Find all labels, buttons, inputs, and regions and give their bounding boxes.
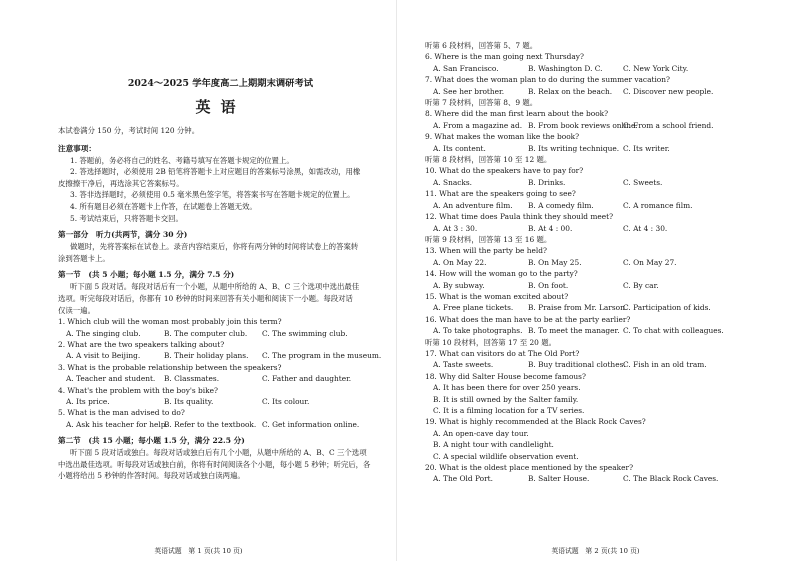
option-b: B. Drinks. (528, 177, 566, 187)
option-b: B. Its quality. (164, 396, 214, 406)
section2-intro-line: 听下面 5 段对话或独白。每段对话或独白后有几个小题，从题中所给的 A、B、C 三个选项 (70, 448, 367, 458)
question-stem: 12. What time does Paula think they should meet? (425, 212, 614, 222)
option-c: C. The program in the museum. (262, 351, 382, 361)
option-c: C. Fish in an old tram. (623, 360, 707, 370)
option-a: A. On May 22. (433, 257, 487, 267)
question-stem: 14. How will the woman go to the party? (425, 269, 578, 279)
option-c: C. New York City. (623, 63, 689, 73)
question-stem: 1. Which club will the woman most probably join this term? (58, 317, 282, 327)
right-question-list (425, 51, 784, 484)
option-c: C. A romance film. (623, 200, 693, 210)
option-c: C. Participation of kids. (623, 303, 711, 313)
option-c: C. Its colour. (262, 396, 310, 406)
section1-intro-line: 仅读一遍。 (58, 305, 95, 315)
listening-instruction: 听第 8 段材料，回答第 10 至 12 题。 (425, 155, 552, 165)
option-a: A. Its content. (433, 143, 486, 153)
option-c: C. Sweets. (623, 177, 663, 187)
notice-line: 2. 答选择题时，必须使用 2B 铅笔将答题卡上对应题目的答案标号涂黑，如需改动，用橡 (70, 167, 361, 177)
section1-intro-line: 听下面 5 段对话。每段对话后有一个小题，从题中所给的 A、B、C 三个选项中选出最佳 (70, 282, 360, 292)
subject-title: 英语 (195, 98, 246, 116)
option-c: C. At 4 : 30. (623, 223, 668, 233)
option-row (425, 325, 784, 336)
notice-line: 4. 所有题目必须在答题卡上作答，在试题卷上答题无效。 (70, 201, 257, 211)
option-a: A. San Francisco. (433, 63, 499, 73)
page-footer: 英语试题 第 1 页(共 10 页) (154, 547, 243, 555)
listening-instruction: 听第 7 段材料，回答第 8、9 题。 (425, 98, 538, 108)
listening-instruction: 听第 6 段材料，回答第 5、7 题。 (425, 41, 538, 50)
question-stem: 5. What is the man advised to do? (58, 408, 185, 418)
option-row (58, 373, 383, 384)
option-row (58, 396, 383, 407)
option-a: A. The Old Port. (433, 474, 493, 484)
option-row (425, 86, 784, 97)
option-a: A. Its price. (66, 396, 110, 406)
notice-line: 皮擦擦干净后，再选涂其它答案标号。 (58, 178, 184, 188)
option-row (425, 473, 784, 484)
option-line: C. A special wildlife observation event. (433, 451, 579, 461)
question-stem: 19. What is highly recommended at the Black Rock Caves? (425, 417, 646, 427)
option-a: A. The singing club. (66, 328, 141, 338)
option-row (425, 63, 784, 74)
option-b: B. A comedy film. (528, 200, 594, 210)
question-stem: 3. What is the probable relationship between the speakers? (58, 362, 282, 372)
option-b: B. To meet the manager. (528, 326, 620, 336)
option-c: C. Discover new people. (623, 86, 714, 96)
question-stem: 13. When will the party be held? (425, 246, 547, 256)
option-a: A. To take photographs. (433, 326, 523, 336)
option-a: A. Free plane tickets. (433, 303, 514, 313)
option-b: B. Salter House. (528, 474, 590, 484)
question-stem: 2. What are the two speakers talking about? (58, 339, 225, 349)
option-line: A. It has been there for over 250 years. (433, 383, 581, 393)
question-stem: 18. Why did Salter House become famous? (425, 371, 586, 381)
option-c: C. By car. (623, 280, 659, 290)
listening-instruction: 听第 9 段材料，回答第 13 至 16 题。 (425, 234, 552, 244)
option-row (58, 328, 383, 339)
section1-title: 第一节 (共 5 小题；每小题 1.5 分，满分 7.5 分) (58, 270, 235, 280)
option-b: B. Relax on the beach. (528, 86, 613, 96)
option-b: B. Classmates. (164, 374, 220, 384)
option-row (425, 302, 784, 313)
option-c: C. To chat with colleagues. (623, 326, 724, 336)
option-row (425, 280, 784, 291)
option-a: A. Snacks. (433, 177, 473, 187)
option-b: B. Its writing technique. (528, 143, 620, 153)
option-c: C. The swimming club. (262, 328, 348, 338)
question-stem: 4. What's the problem with the boy's bike? (58, 385, 218, 395)
option-c: C. Get information online. (262, 419, 360, 429)
option-row (425, 359, 784, 370)
option-a: A. From a magazine ad. (433, 120, 523, 130)
section2-intro-line: 中选出最佳选项。听每段对话或独白前，你将有时间阅读各个小题，每小题 5 秒钟；听完后，各 (58, 459, 371, 469)
option-row (425, 223, 784, 234)
option-b: B. The computer club. (164, 328, 248, 338)
part1-title: 第一部分 听力(共两节，满分 30 分) (58, 230, 188, 240)
question-stem: 11. What are the speakers going to see? (425, 189, 576, 199)
notice-title: 注意事项： (58, 143, 96, 153)
option-row (58, 419, 383, 430)
option-line: C. It is a filming location for a TV series. (433, 406, 585, 415)
option-a: A. See her brother. (433, 86, 505, 96)
option-a: A. Ask his teacher for help. (66, 419, 168, 429)
question-stem: 8. Where did the man first learn about the book? (425, 109, 609, 119)
option-b: B. Praise from Mr. Larson. (528, 303, 628, 313)
section2-title: 第二节 (共 15 小题；每小题 1.5 分，满分 22.5 分) (58, 436, 245, 446)
option-a: A. Taste sweets. (433, 360, 494, 370)
option-a: A. At 3 : 30. (433, 223, 478, 233)
part1-intro-line: 做题时，先将答案标在试卷上。录音内容结束后，你将有两分钟的时间将试卷上的答案转 (70, 242, 359, 252)
option-c: C. From a school friend. (623, 120, 714, 130)
part1-intro-line: 涂到答题卡上。 (58, 253, 110, 263)
option-c: C. Its writer. (623, 143, 670, 153)
option-b: B. Buy traditional clothes. (528, 360, 626, 370)
option-c: C. On May 27. (623, 257, 677, 267)
option-b: B. Refer to the textbook. (164, 419, 257, 429)
option-b: B. On May 25. (528, 257, 582, 267)
option-b: B. Their holiday plans. (164, 351, 249, 361)
right-page (397, 0, 794, 561)
question-stem: 16. What does the man have to be at the party earlier? (425, 314, 631, 324)
option-a: A. An adventure film. (433, 200, 513, 210)
notice-line: 5. 考试结束后，只将答题卡交回。 (70, 213, 183, 223)
section1-intro-line: 选项。听完每段对话后，你都有 10 秒钟的时间来回答有关小题和阅读下一小题。每段对话 (58, 293, 353, 303)
option-c: C. Father and daughter. (262, 374, 352, 384)
question-stem: 6. Where is the man going next Thursday? (425, 52, 584, 62)
option-row (425, 120, 784, 131)
option-b: B. From book reviews online. (528, 120, 638, 130)
option-c: C. The Black Rock Caves. (623, 474, 719, 484)
option-line: A. An open-cave day tour. (433, 428, 529, 438)
option-a: A. A visit to Beijing. (66, 351, 141, 361)
option-a: A. Teacher and student. (66, 374, 156, 384)
page-footer: 英语试题 第 2 页(共 10 页) (551, 547, 640, 555)
option-row (425, 177, 784, 188)
question-stem: 9. What makes the woman like the book? (425, 132, 580, 142)
option-b: B. Washington D. C. (528, 63, 603, 73)
exam-title: 2024～2025 学年度高二上期期末调研考试 (127, 78, 314, 89)
notice-line: 3. 答非选择题时，必须使用 0.5 毫米黑色签字笔，将答案书写在答题卡规定的位置上。 (70, 190, 355, 200)
option-row (425, 200, 784, 211)
option-line: B. A night tour with candlelight. (433, 440, 554, 450)
question-stem: 17. What can visitors do at The Old Port? (425, 348, 580, 358)
question-stem: 20. What is the oldest place mentioned by the speaker? (425, 463, 634, 473)
option-row (425, 143, 784, 154)
listening-instruction: 听第 10 段材料，回答第 17 至 20 题。 (425, 337, 556, 347)
notice-line: 1. 答题前，务必将自己的姓名、考籍号填写在答题卡规定的位置上。 (70, 155, 294, 165)
question-stem: 10. What do the speakers have to pay for? (425, 166, 584, 176)
question-stem: 15. What is the woman excited about? (425, 291, 569, 301)
option-row (425, 257, 784, 268)
option-b: B. At 4 : 00. (528, 223, 573, 233)
score-info: 本试卷满分 150 分，考试时间 120 分钟。 (58, 126, 200, 135)
section2-intro-line: 小题将给出 5 秒钟的作答时间。每段对话或独白读两遍。 (58, 471, 245, 481)
option-row (58, 350, 383, 361)
option-a: A. By subway. (433, 280, 485, 290)
question-stem: 7. What does the woman plan to do during the summer vacation? (425, 75, 670, 85)
left-question-list (58, 316, 383, 430)
option-line: B. It is still owned by the Salter family. (433, 394, 579, 404)
option-b: B. On foot. (528, 280, 569, 290)
